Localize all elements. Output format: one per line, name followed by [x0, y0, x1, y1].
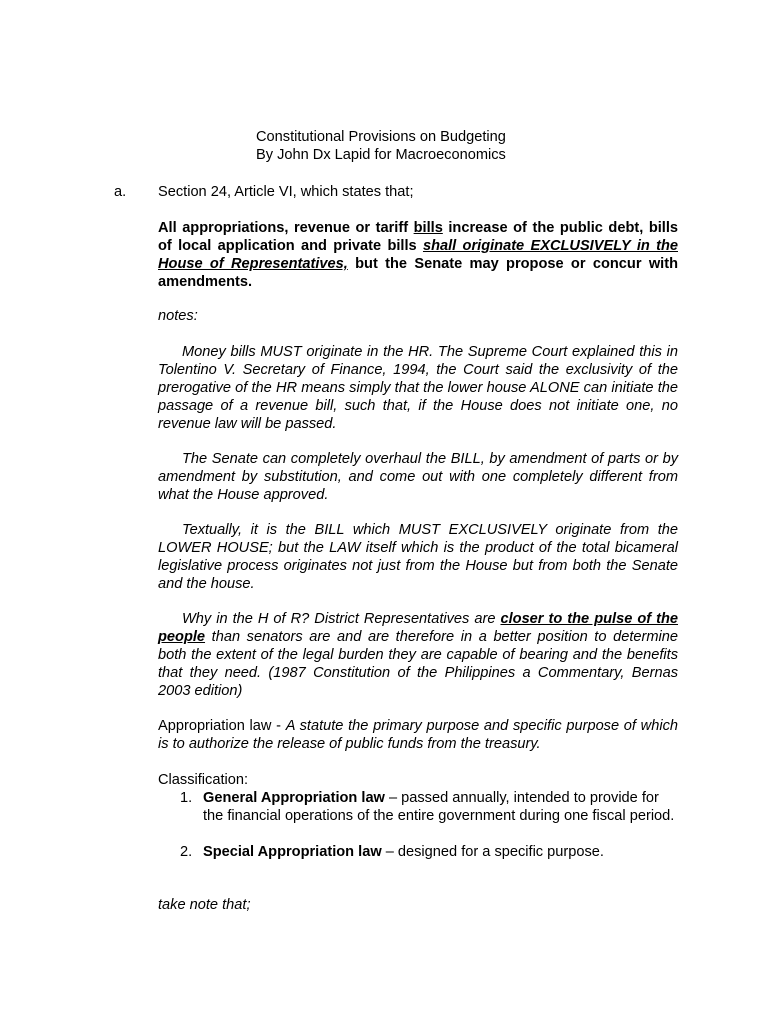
note-2-text: The Senate can completely overhaul the BILL, by amendment of parts or by amendment by substitution, and come out with one completely different from what the House approved. [158, 451, 678, 503]
provision-part-2: increase of the public debt, bills of local application and private bills [158, 220, 679, 254]
title-line-2: By John Dx Lapid for Macroeconomics [256, 147, 506, 163]
document-title [256, 128, 676, 164]
classification-list [180, 789, 680, 861]
note-1 [158, 343, 678, 433]
appropriation-definition [158, 717, 678, 753]
note-4-part-1: Why in the H of R? District Representatives are [182, 611, 501, 627]
section-heading: Section 24, Article VI, which states that; [158, 184, 414, 200]
title-line-1: Constitutional Provisions on Budgeting [256, 129, 506, 145]
list-number: 2. [180, 844, 193, 860]
appropriation-term: Appropriation law - [158, 718, 286, 734]
classification-label: Classification: [158, 772, 249, 788]
appropriation-text: A statute the primary purpose and specific purpose of which is to authorize the release of public funds from the treasury. [158, 718, 678, 752]
provision-part-1: All appropriations, revenue or tariff [158, 220, 414, 236]
provision-bills: bills [413, 220, 443, 236]
notes-label: notes: [158, 308, 198, 324]
provision-emphasis: shall originate EXCLUSIVELY in the House of Representatives, [158, 238, 678, 272]
list-item [180, 843, 680, 861]
note-3 [158, 521, 678, 593]
classification-desc: – passed annually, intended to provide for the financial operations of the entire government during one fiscal period. [203, 790, 675, 824]
note-3-text: Textually, it is the BILL which MUST EXCLUSIVELY originate from the LOWER HOUSE; but the LAW itself which is the product of the total bicameral legislative process originates not just from the House but from both the Senate and the house. [158, 522, 678, 592]
note-4-text [158, 610, 678, 700]
list-number: 1. [180, 790, 193, 806]
note-4 [158, 610, 678, 700]
section-marker: a. [114, 184, 127, 200]
note-2 [158, 450, 678, 504]
classification-name: Special Appropriation law [203, 844, 382, 860]
provision-text [158, 219, 678, 291]
note-4-part-2: than senators are and are therefore in a better position to determine both the extent of the legal burden they are capable of bearing and the benefits that they need. (1987 Constitution of the Philippines a Commentary, Bernas 2003 edition) [158, 629, 678, 699]
list-item [180, 789, 680, 825]
classification-desc: – designed for a specific purpose. [381, 844, 604, 860]
note-4-emphasis: closer to the pulse of the people [158, 611, 679, 645]
classification-name: General Appropriation law [203, 790, 385, 806]
take-note: take note that; [158, 897, 251, 913]
note-1-text: Money bills MUST originate in the HR. The Supreme Court explained this in Tolentino V. Secretary of Finance, 1994, the Court said the exclusivity of the prerogative of the HR means simply that the lower house ALONE can initiate the passage of a revenue bill, such that, if the House does not initiate one, no revenue law will be passed. [158, 344, 678, 432]
provision-part-3: but the Senate may propose or concur with amendments. [158, 256, 678, 290]
